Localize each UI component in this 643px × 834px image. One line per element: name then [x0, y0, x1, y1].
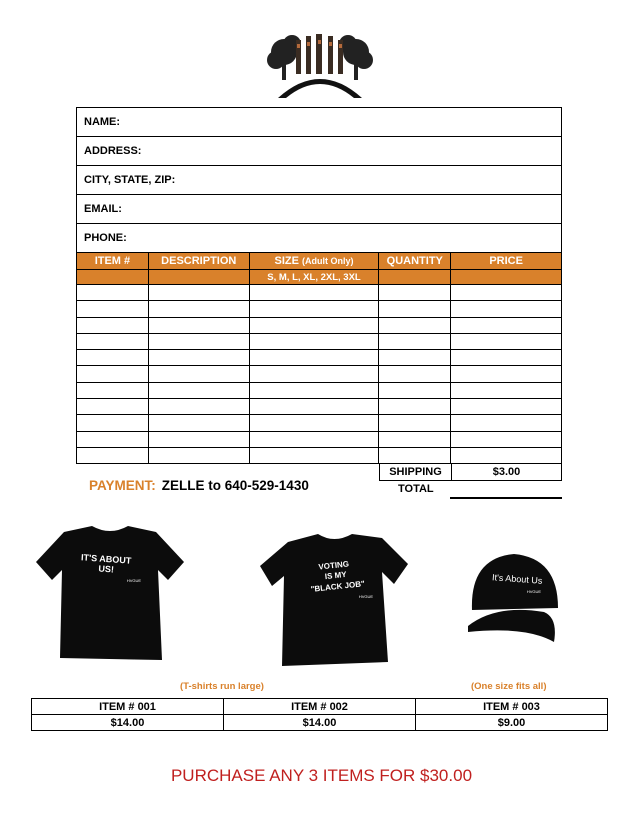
order-cell[interactable] — [249, 399, 379, 415]
header-description: DESCRIPTION — [148, 253, 249, 270]
order-row — [77, 415, 562, 431]
sizes-cell-blank — [77, 270, 149, 285]
header-size-note: (Adult Only) — [302, 256, 354, 266]
order-cell[interactable] — [249, 317, 379, 333]
city-state-zip-field[interactable]: CITY, STATE, ZIP: — [77, 166, 562, 195]
order-cell[interactable] — [451, 317, 562, 333]
order-cell[interactable] — [451, 382, 562, 398]
order-cell[interactable] — [77, 301, 149, 317]
order-cell[interactable] — [249, 382, 379, 398]
order-cell[interactable] — [249, 333, 379, 349]
sizes-cell-blank — [451, 270, 562, 285]
items-price-table — [31, 698, 608, 731]
tshirt2-line3: "BLACK JOB" — [310, 579, 366, 594]
order-cell[interactable] — [77, 431, 149, 447]
order-cell[interactable] — [148, 382, 249, 398]
order-cell[interactable] — [379, 382, 451, 398]
order-cell[interactable] — [379, 399, 451, 415]
order-cell[interactable] — [77, 333, 149, 349]
order-cell[interactable] — [379, 431, 451, 447]
order-cell[interactable] — [249, 301, 379, 317]
header-size — [249, 253, 379, 270]
order-cell[interactable] — [77, 350, 149, 366]
tshirt1-line1: IT'S ABOUT — [80, 552, 132, 566]
phone-field[interactable]: PHONE: — [77, 224, 562, 253]
order-cell[interactable] — [379, 350, 451, 366]
order-cell[interactable] — [379, 317, 451, 333]
shipping-label: SHIPPING — [380, 464, 452, 481]
order-cell[interactable] — [379, 333, 451, 349]
order-row — [77, 350, 562, 366]
promo-text: PURCHASE ANY 3 ITEMS FOR $30.00 — [170, 766, 473, 785]
cap-brand: HVGUE — [526, 589, 542, 594]
order-table — [76, 252, 562, 464]
order-cell[interactable] — [77, 285, 149, 301]
shipping-table — [379, 463, 562, 481]
logo-text: HVGUE — [307, 74, 333, 81]
order-cell[interactable] — [451, 399, 562, 415]
header-size-label: SIZE — [274, 255, 299, 267]
order-cell[interactable] — [148, 285, 249, 301]
order-cell[interactable] — [249, 366, 379, 382]
order-cell[interactable] — [249, 285, 379, 301]
order-cell[interactable] — [379, 285, 451, 301]
sizes-cell: S, M, L, XL, 2XL, 3XL — [249, 270, 379, 285]
item-001-label: ITEM # 001 — [32, 699, 224, 715]
order-cell[interactable] — [77, 415, 149, 431]
item-002-price: $14.00 — [224, 715, 416, 731]
header-price: PRICE — [451, 253, 562, 270]
order-cell[interactable] — [451, 415, 562, 431]
order-cell[interactable] — [148, 431, 249, 447]
tshirt1-line2: US! — [98, 563, 115, 575]
order-cell[interactable] — [148, 447, 249, 463]
order-row — [77, 317, 562, 333]
payment-label: PAYMENT: — [89, 478, 156, 493]
order-row — [77, 301, 562, 317]
item-003-label: ITEM # 003 — [416, 699, 608, 715]
item-002-label: ITEM # 002 — [224, 699, 416, 715]
hvgue-logo — [262, 30, 378, 100]
cap-its-about-us — [466, 548, 562, 644]
order-row — [77, 333, 562, 349]
total-input-line[interactable] — [450, 497, 562, 499]
order-cell[interactable] — [148, 399, 249, 415]
email-field[interactable]: EMAIL: — [77, 195, 562, 224]
order-cell[interactable] — [249, 415, 379, 431]
order-cell[interactable] — [451, 366, 562, 382]
order-cell[interactable] — [249, 350, 379, 366]
order-row — [77, 285, 562, 301]
total-label: TOTAL — [398, 483, 434, 495]
payment-line — [89, 478, 309, 493]
order-cell[interactable] — [379, 366, 451, 382]
order-cell[interactable] — [148, 333, 249, 349]
order-cell[interactable] — [451, 285, 562, 301]
order-row — [77, 399, 562, 415]
sizes-cell-blank — [379, 270, 451, 285]
payment-value: ZELLE to 640-529-1430 — [161, 478, 309, 493]
order-cell[interactable] — [451, 431, 562, 447]
header-item: ITEM # — [77, 253, 149, 270]
order-cell[interactable] — [451, 301, 562, 317]
address-field[interactable]: ADDRESS: — [77, 137, 562, 166]
name-field[interactable]: NAME: — [77, 108, 562, 137]
customer-info-table — [76, 107, 562, 253]
sizes-row — [77, 270, 562, 285]
header-quantity: QUANTITY — [379, 253, 451, 270]
order-cell[interactable] — [451, 447, 562, 463]
order-cell[interactable] — [148, 317, 249, 333]
cap-line1: It's About Us — [491, 572, 543, 586]
order-cell[interactable] — [77, 382, 149, 398]
order-cell[interactable] — [379, 447, 451, 463]
tshirt-sizing-note: (T-shirts run large) — [180, 681, 264, 692]
order-row — [77, 431, 562, 447]
order-cell[interactable] — [148, 301, 249, 317]
tshirt-voting-black-job — [258, 530, 410, 668]
order-cell[interactable] — [379, 301, 451, 317]
order-row — [77, 366, 562, 382]
shipping-value: $3.00 — [452, 464, 562, 481]
order-cell[interactable] — [148, 366, 249, 382]
tshirt2-brand: HVGUE — [358, 594, 374, 599]
order-cell[interactable] — [148, 415, 249, 431]
tshirt1-brand: HVGUE — [126, 578, 142, 583]
cap-sizing-note: (One size fits all) — [471, 681, 547, 692]
order-header-row — [77, 253, 562, 270]
order-cell[interactable] — [77, 366, 149, 382]
order-cell[interactable] — [249, 447, 379, 463]
tshirt2-line2: IS MY — [324, 569, 348, 582]
order-cell[interactable] — [148, 350, 249, 366]
order-cell[interactable] — [379, 415, 451, 431]
item-001-price: $14.00 — [32, 715, 224, 731]
tshirt2-line1: VOTING — [318, 559, 350, 572]
order-row — [77, 382, 562, 398]
order-cell[interactable] — [77, 399, 149, 415]
tshirt-its-about-us — [34, 522, 186, 662]
order-cell[interactable] — [77, 317, 149, 333]
order-row — [77, 447, 562, 463]
sizes-cell-blank — [148, 270, 249, 285]
order-cell[interactable] — [249, 431, 379, 447]
item-003-price: $9.00 — [416, 715, 608, 731]
order-cell[interactable] — [77, 447, 149, 463]
order-cell[interactable] — [451, 333, 562, 349]
order-cell[interactable] — [451, 350, 562, 366]
